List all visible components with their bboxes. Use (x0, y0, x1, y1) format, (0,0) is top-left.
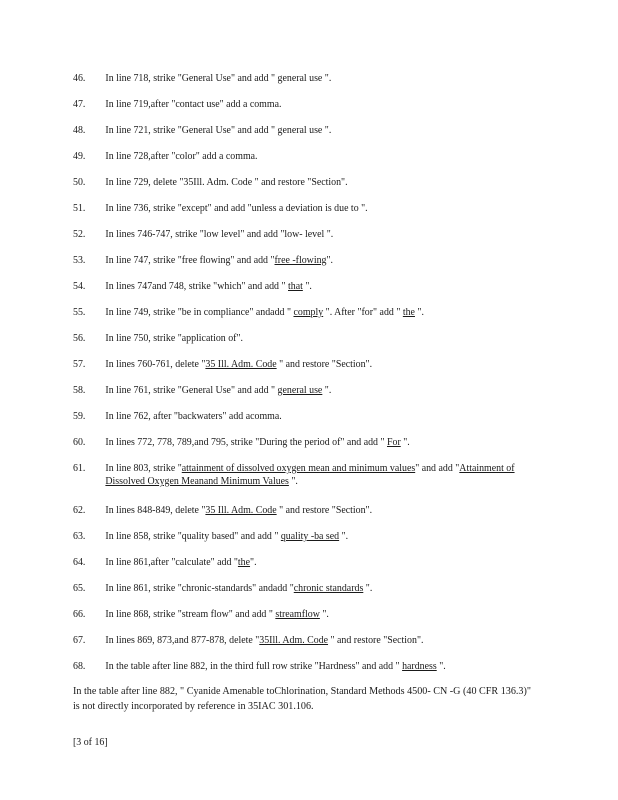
text-segment: ". After "for" add " (323, 306, 403, 318)
text-segment: In lines 746-747, strike "low level" and add "low- level ". (105, 228, 334, 240)
text-segment: " and restore "Section". (276, 504, 373, 516)
underlined-text: For (386, 436, 401, 448)
underlined-text: hardness (402, 660, 437, 672)
underlined-text: free -flowing (274, 254, 327, 266)
text-segment: In line 803, strike " (105, 462, 182, 474)
page-number: [3 of 16] (73, 736, 108, 748)
item-text (105, 254, 537, 267)
text-segment: In lines 869, 873,and 877-878, delete " (105, 634, 260, 646)
underlined-text: 35Ill. Adm. Code (259, 634, 329, 646)
item-text (105, 280, 537, 293)
item-text (105, 358, 537, 371)
item-number: 53. (73, 254, 86, 266)
text-segment: " and add " (415, 462, 460, 474)
item-text (105, 660, 537, 673)
closing-paragraph: In the table after line 882, " Cyanide Amenable toChlorination, Standard Methods 4500- CN -G (40 CFR 136.3)" is not directly incorporated by reference in 35IAC 301.106. (73, 685, 531, 712)
underlined-text: quality -ba sed (280, 530, 340, 542)
item-number: 50. (73, 176, 86, 188)
item-number: 61. (73, 462, 86, 474)
item-text (105, 176, 537, 189)
item-number: 47. (73, 98, 86, 110)
text-segment: In line 761, strike "General Use" and add " (105, 384, 278, 396)
item-text (105, 462, 528, 488)
text-segment: ". (326, 254, 334, 266)
text-segment: In line 728,after "color" add a comma. (105, 150, 258, 162)
item-number: 62. (73, 504, 86, 516)
text-segment: In line 718, strike "General Use" and add " general use ". (105, 72, 332, 84)
text-segment: ". (400, 436, 410, 448)
text-segment: ". (302, 280, 312, 292)
underlined-text: general use (277, 384, 323, 396)
item-text (105, 384, 537, 397)
text-segment: In line 861, strike "chronic-standards" andadd " (105, 582, 294, 594)
item-number: 57. (73, 358, 86, 370)
item-number: 46. (73, 72, 86, 84)
text-segment: In line 858, strike "quality based" and add " (105, 530, 281, 542)
item-text (105, 124, 537, 137)
item-text (105, 582, 537, 595)
item-text (105, 202, 537, 215)
item-text (105, 98, 537, 111)
item-number: 65. (73, 582, 86, 594)
text-segment: ". (363, 582, 373, 594)
underlined-text: the (402, 306, 415, 318)
item-text (105, 228, 537, 241)
item-number: 52. (73, 228, 86, 240)
text-segment: In line 721, strike "General Use" and add " general use ". (105, 124, 332, 136)
item-number: 64. (73, 556, 86, 568)
item-number: 67. (73, 634, 86, 646)
text-segment: In line 729, delete "35Ill. Adm. Code " and restore "Section". (105, 176, 348, 188)
item-text (105, 306, 537, 319)
underlined-text: streamflow (275, 608, 320, 620)
text-segment: " and restore "Section". (276, 358, 373, 370)
underlined-text: Attainment of Dissolved Oxygen Meanand Minimum Values (105, 462, 515, 487)
text-segment: ". (339, 530, 349, 542)
text-segment: In the table after line 882, in the third full row strike "Hardness" and add " (105, 660, 403, 672)
text-segment: In line 750, strike "application of". (105, 332, 243, 344)
item-number: 58. (73, 384, 86, 396)
item-text (105, 634, 537, 647)
text-segment: ". (436, 660, 446, 672)
item-text (105, 72, 537, 85)
text-segment: In line 719,after "contact use" add a comma. (105, 98, 282, 110)
item-number: 55. (73, 306, 86, 318)
text-segment: ". (414, 306, 424, 318)
item-number: 48. (73, 124, 86, 136)
text-segment: ". (322, 384, 332, 396)
item-number: 51. (73, 202, 86, 214)
text-segment: In lines 747and 748, strike "which" and add " (105, 280, 289, 292)
text-segment: ". (250, 556, 257, 568)
text-segment: In line 736, strike "except" and add "unless a deviation is due to ". (105, 202, 368, 214)
item-number: 60. (73, 436, 86, 448)
item-text (105, 556, 537, 569)
item-text (105, 332, 537, 345)
text-segment: In line 868, strike "stream flow" and add " (105, 608, 276, 620)
item-number: 49. (73, 150, 86, 162)
item-text (105, 410, 537, 423)
text-segment: In lines 760-761, delete " (105, 358, 206, 370)
underlined-text: 35 Ill. Adm. Code (205, 504, 277, 516)
underlined-text: that (288, 280, 303, 292)
text-segment: In line 861,after "calculate" add " (105, 556, 238, 568)
item-number: 56. (73, 332, 86, 344)
text-segment: ". (319, 608, 329, 620)
item-number: 63. (73, 530, 86, 542)
item-text (105, 436, 537, 449)
text-segment: " and restore "Section". (328, 634, 424, 646)
item-text (105, 608, 537, 621)
text-segment: In lines 772, 778, 789,and 795, strike "During the period of" and add " (105, 436, 387, 448)
underlined-text: the (237, 556, 251, 568)
item-number: 59. (73, 410, 86, 422)
underlined-text: 35 Ill. Adm. Code (205, 358, 277, 370)
underlined-text: chronic standards (293, 582, 364, 594)
item-text (105, 150, 537, 163)
underlined-text: attainment of dissolved oxygen mean and minimum values (181, 462, 416, 474)
underlined-text: comply (293, 306, 324, 318)
item-text (105, 530, 537, 543)
text-segment: ". (288, 475, 298, 487)
text-segment: In line 749, strike "be in compliance" andadd " (105, 306, 294, 318)
item-text (105, 504, 537, 517)
text-segment: In lines 848-849, delete " (105, 504, 206, 516)
text-segment: In line 762, after "backwaters" add acomma. (105, 410, 282, 422)
item-number: 54. (73, 280, 86, 292)
item-number: 68. (73, 660, 86, 672)
text-segment: In line 747, strike "free flowing" and add " (105, 254, 275, 266)
item-number: 66. (73, 608, 86, 620)
